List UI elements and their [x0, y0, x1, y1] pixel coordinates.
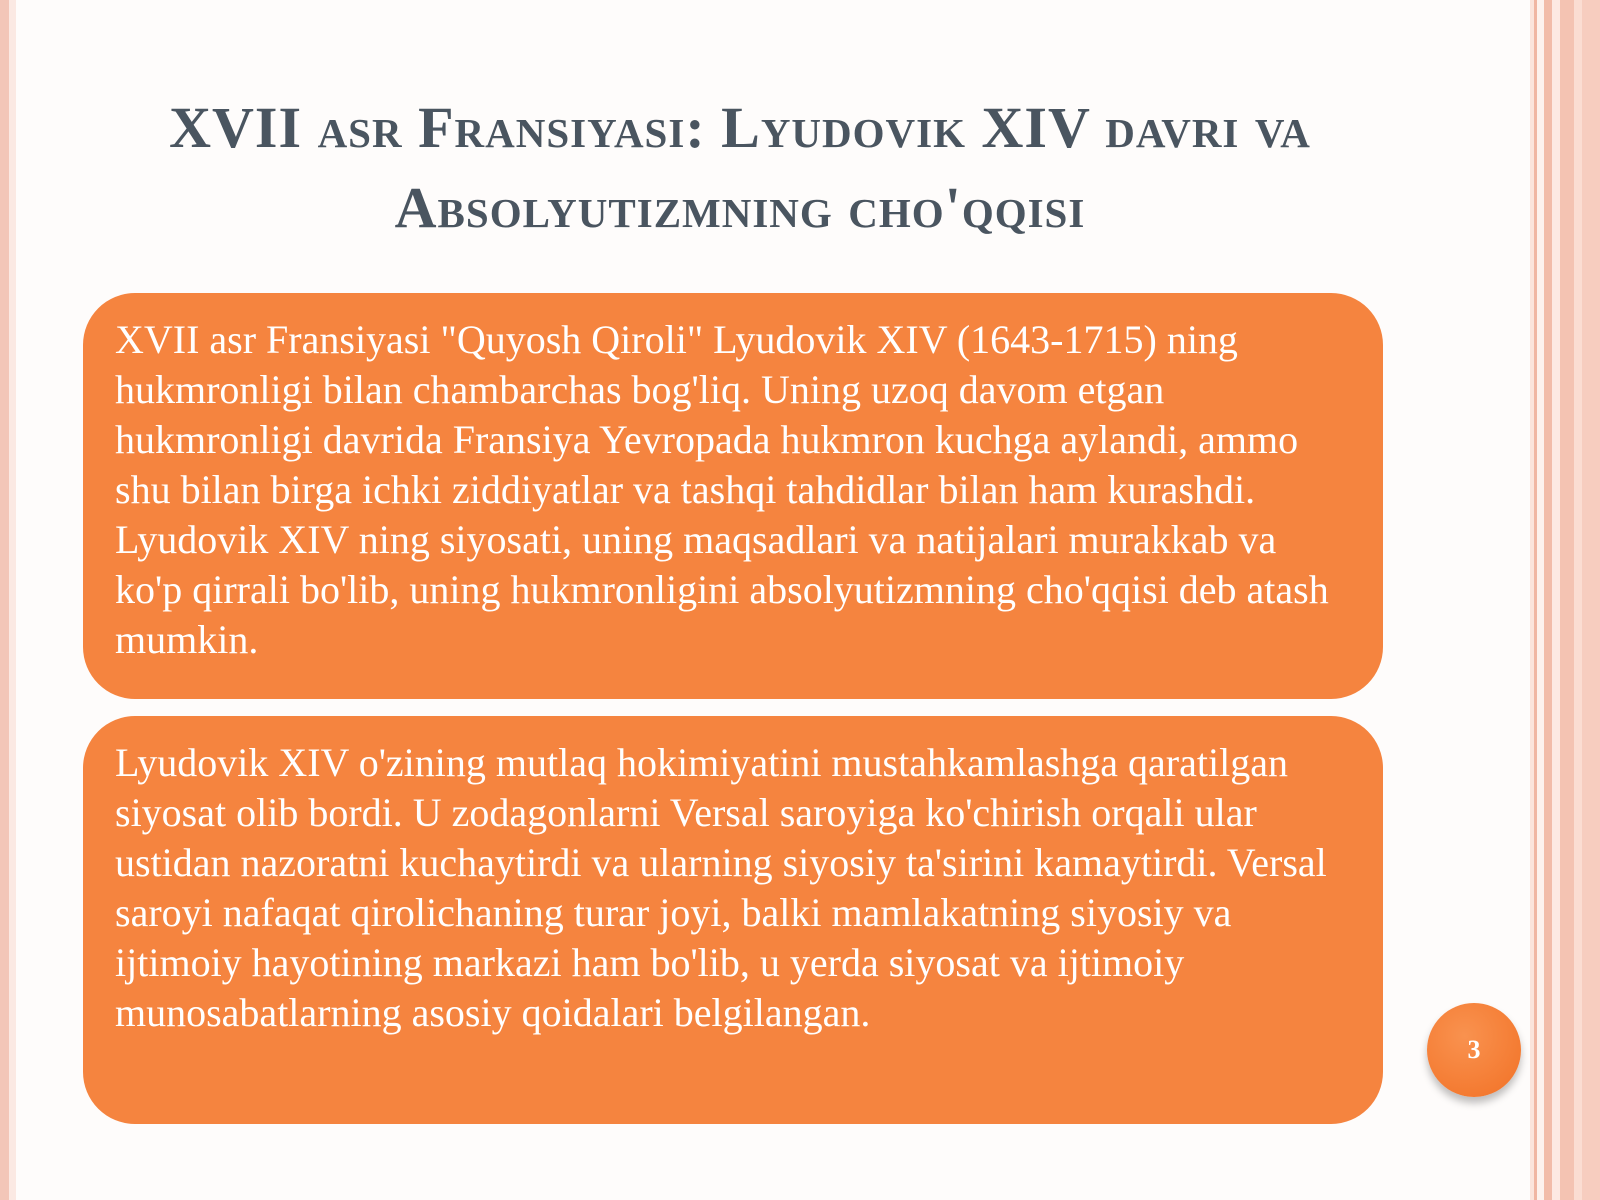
paragraph-1: XVII asr Fransiyasi "Quyosh Qiroli" Lyudovik XIV (1643-1715) ning hukmronligi bilan chambarchas bog'liq. Uning uzoq davom etgan hukmronligi davrida Fransiya Yevropada hukmron kuchga aylandi, ammo shu bilan birga ichki ziddiyatlar va tashqi tahdidlar bilan ham kurashdi. Lyudovik XIV ning siyosati, uning maqsadlari va natijalari murakkab va ko'p qirrali bo'lib, uning hukmronligini absolyutizmning cho'qqisi deb atash mumkin. [115, 317, 1329, 662]
content-box-1 [83, 293, 1383, 699]
page-number: 3 [1467, 1035, 1481, 1064]
right-decorative-stripes [1530, 0, 1600, 1200]
paragraph-2: Lyudovik XIV o'zining mutlaq hokimiyatini mustahkamlashga qaratilgan siyosat olib bordi. U zodagonlarni Versal saroyiga ko'chirish orqali ular ustidan nazoratni kuchaytirdi va ularning siyosiy ta'sirini kamaytirdi. Versal saroyi nafaqat qirolichaning turar joyi, balki mamlakatning siyosiy va ijtimoiy hayotining markazi ham bo'lib, u yerda siyosat va ijtimoiy munosabatlarning asosiy qoidalari belgilangan. [115, 740, 1327, 1035]
left-decorative-border [0, 0, 16, 1200]
slide-title: XVII asr Fransiyasi: Lyudovik XIV davri va Absolyutizmning cho'qqisi [169, 95, 1311, 240]
content-box-2 [83, 716, 1383, 1124]
page-number-badge [1427, 1003, 1521, 1097]
